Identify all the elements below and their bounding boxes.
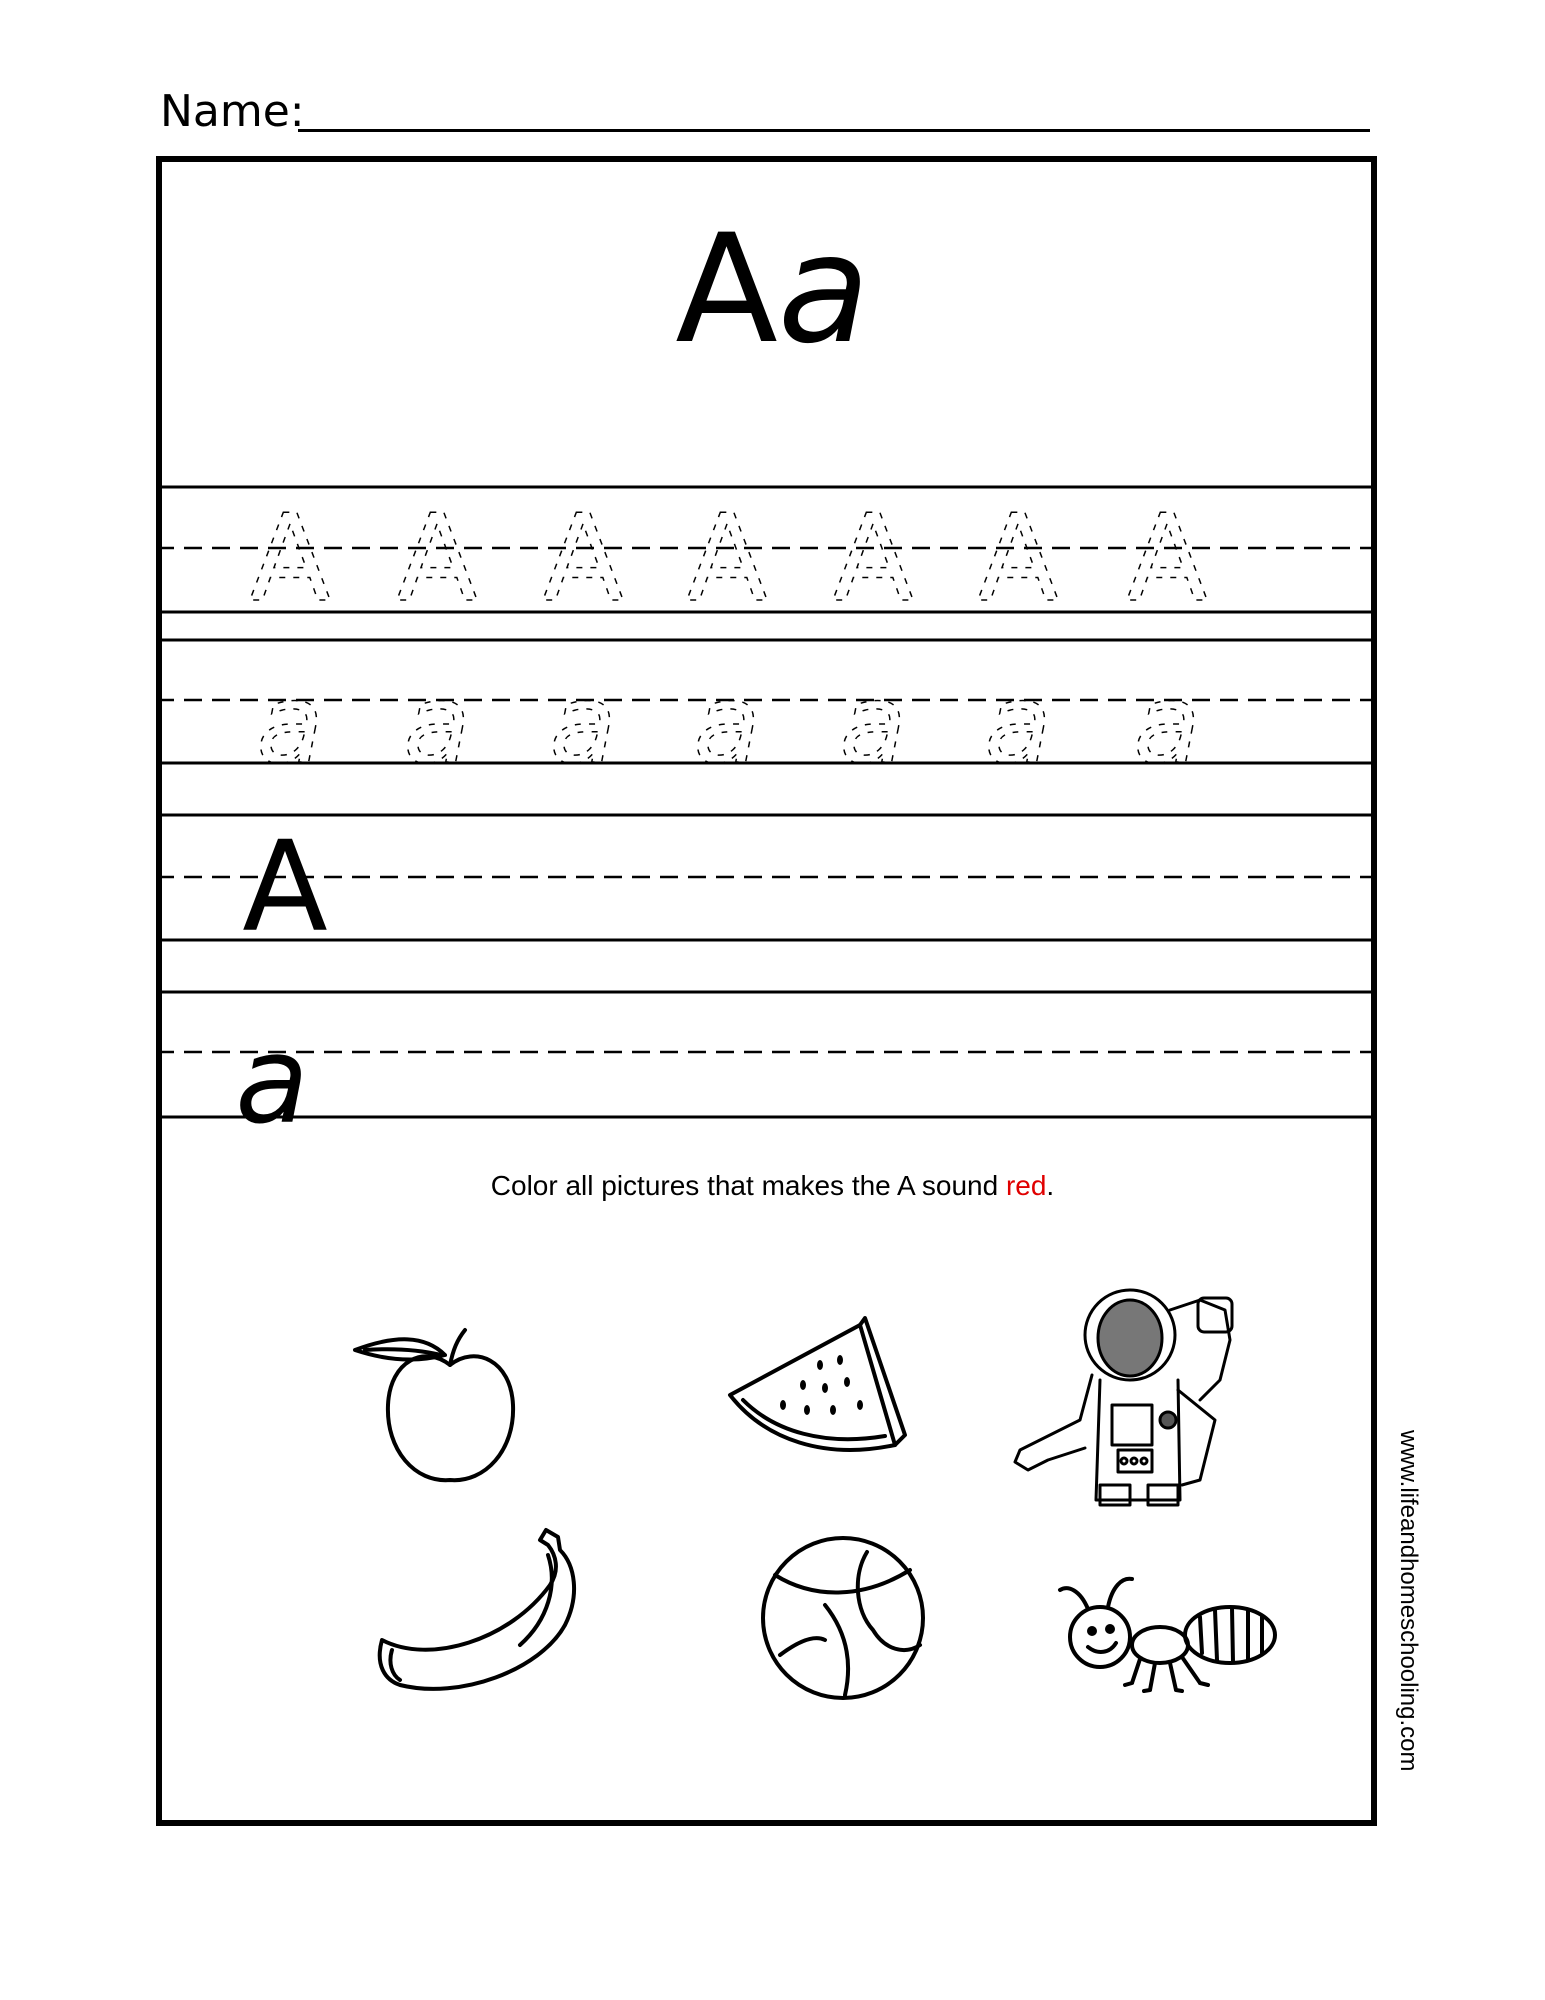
title-upper: A: [675, 203, 778, 377]
instruction-after: .: [1046, 1170, 1055, 1201]
trace-upper-a-6: A: [976, 490, 1060, 629]
banana-icon[interactable]: [370, 1525, 590, 1700]
trace-lower-a-6: a: [984, 660, 1052, 788]
trace-upper-a-1: A: [248, 490, 332, 629]
trace-upper-a-5: A: [831, 490, 915, 629]
trace-lower-a-2: a: [403, 660, 471, 788]
model-upper-a: A: [242, 815, 328, 960]
trace-upper-a-4: A: [685, 490, 769, 629]
watermark-text: www.lifeandhomeschooling.com: [1395, 1430, 1422, 1772]
trace-upper-a-2: A: [395, 490, 479, 629]
instruction-before: Color all pictures that makes the A sound: [490, 1170, 1006, 1201]
astronaut-icon[interactable]: [1000, 1280, 1260, 1520]
ant-icon[interactable]: [1050, 1565, 1280, 1700]
trace-lower-a-5: a: [839, 660, 907, 788]
instruction-color-word: red: [1005, 1170, 1047, 1201]
trace-lower-a-4: a: [693, 660, 761, 788]
name-label: Name:: [160, 86, 305, 137]
trace-upper-a-7: A: [1125, 490, 1209, 629]
model-lower-a: a: [235, 1012, 309, 1151]
ball-icon[interactable]: [755, 1530, 930, 1705]
title-lower: a: [777, 203, 870, 377]
trace-lower-a-7: a: [1133, 660, 1201, 788]
trace-upper-a-3: A: [541, 490, 625, 629]
trace-lower-a-3: a: [549, 660, 617, 788]
website-watermark: [1390, 1430, 1430, 1790]
instruction-text: [0, 1170, 1545, 1202]
trace-lower-a-1: a: [256, 660, 324, 788]
apple-icon[interactable]: [345, 1315, 555, 1495]
watermelon-slice-icon[interactable]: [725, 1310, 915, 1470]
